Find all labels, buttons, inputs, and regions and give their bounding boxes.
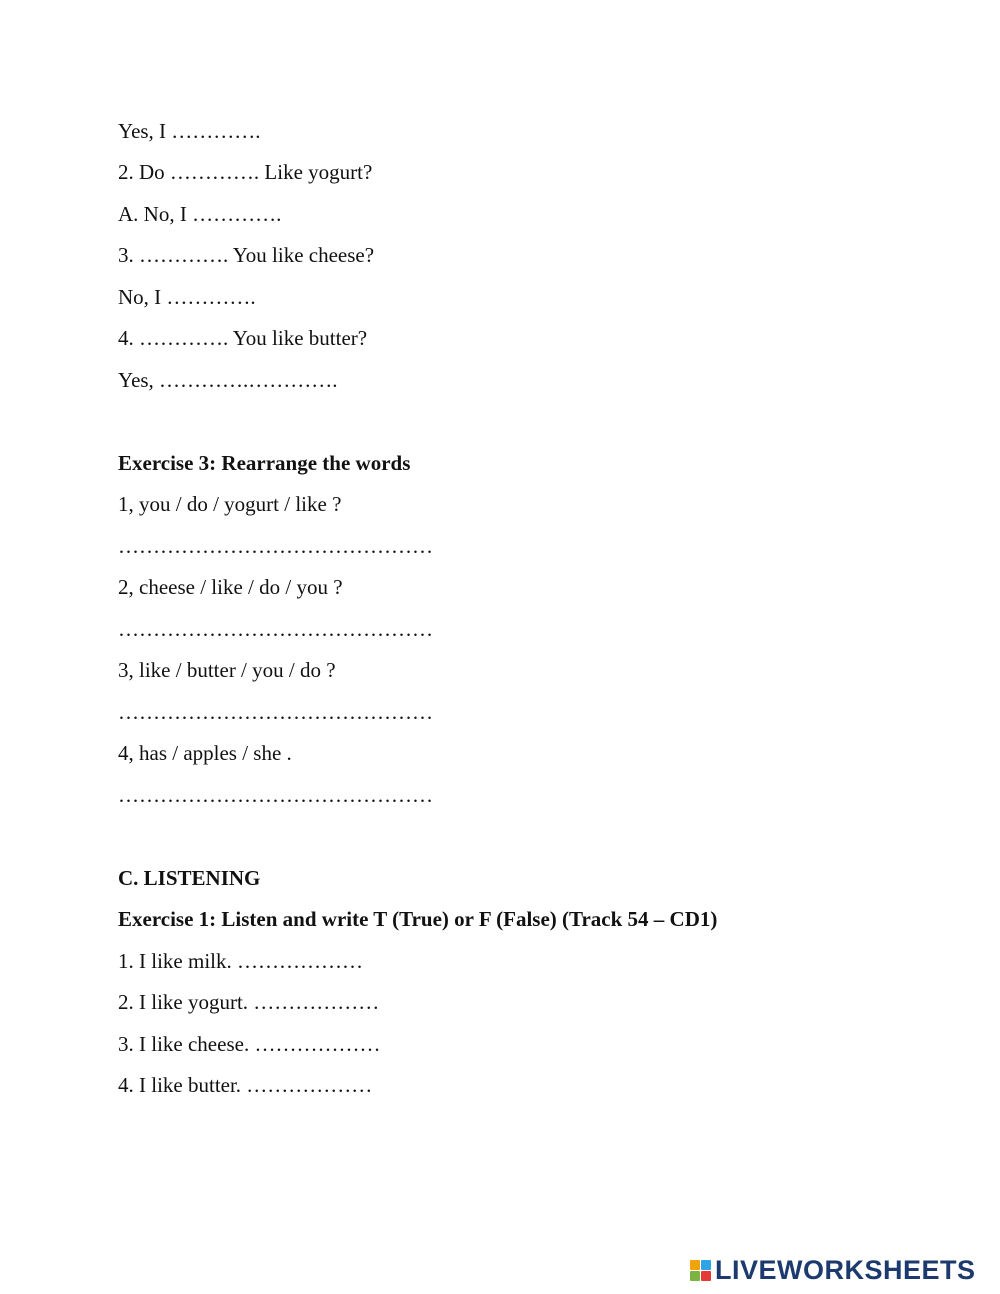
section-c-heading: C. LISTENING	[118, 866, 261, 890]
listening-exercise-title: Exercise 1: Listen and write T (True) or F (False) (Track 54 – CD1)	[118, 907, 718, 931]
logo-square	[690, 1271, 700, 1281]
question-line-2: 2. Do …………. Like yogurt?	[118, 160, 373, 184]
question-line-4: 4. …………. You like butter?	[118, 326, 368, 350]
logo-text: LIVEWORKSHEETS	[715, 1254, 976, 1285]
rearrange-answer-3: ………………………………………	[118, 700, 433, 724]
listening-item-3: 3. I like cheese. ………………	[118, 1032, 381, 1056]
rearrange-item-3: 3, like / butter / you / do ?	[118, 658, 336, 682]
rearrange-answer-2: ………………………………………	[118, 617, 433, 641]
rearrange-item-2: 2, cheese / like / do / you ?	[118, 575, 343, 599]
exercise-3-title: Exercise 3: Rearrange the words	[118, 451, 411, 475]
rearrange-answer-4: ………………………………………	[118, 783, 433, 807]
rearrange-item-4: 4, has / apples / she .	[118, 741, 292, 765]
answer-line-1: Yes, I ………….	[118, 119, 261, 143]
listening-item-2: 2. I like yogurt. ………………	[118, 990, 380, 1014]
listening-item-1: 1. I like milk. ………………	[118, 949, 363, 973]
liveworksheets-logo	[690, 1254, 976, 1286]
answer-line-3: No, I ………….	[118, 285, 256, 309]
logo-square	[701, 1271, 711, 1281]
rearrange-answer-1: ………………………………………	[118, 534, 433, 558]
logo-square	[690, 1260, 700, 1270]
answer-line-4: Yes, ………….………….	[118, 368, 338, 392]
logo-square	[701, 1260, 711, 1270]
logo-squares-icon	[690, 1260, 711, 1281]
rearrange-item-1: 1, you / do / yogurt / like ?	[118, 492, 342, 516]
question-line-3: 3. …………. You like cheese?	[118, 243, 375, 267]
listening-item-4: 4. I like butter. ………………	[118, 1073, 373, 1097]
answer-line-2: A. No, I ………….	[118, 202, 282, 226]
